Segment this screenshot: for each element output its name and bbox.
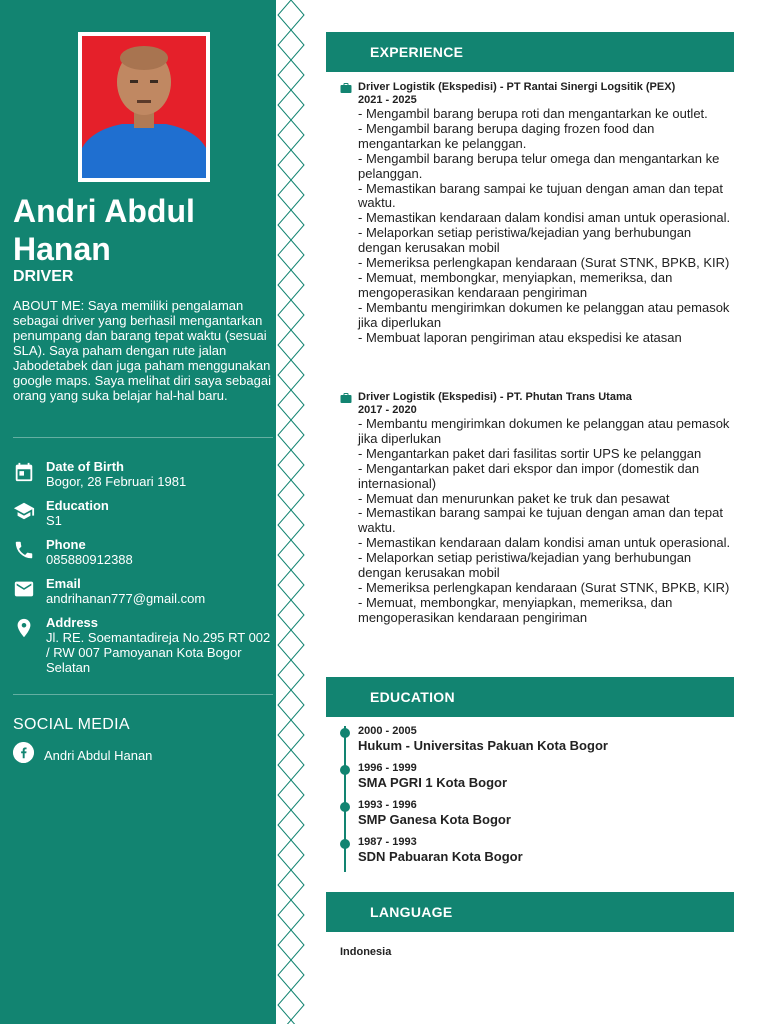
- briefcase-icon: [340, 392, 352, 403]
- education-school: SDN Pabuaran Kota Bogor: [358, 849, 523, 864]
- diamond-shape: [278, 0, 304, 30]
- job-title-text: Driver Logistik (Ekspedisi) - PT Rantai Sinergi Logsitik (PEX): [358, 81, 676, 93]
- diamond-shape: [278, 720, 304, 750]
- education-years: 2000 - 2005: [358, 725, 417, 737]
- decorative-diamond-band: [276, 0, 306, 1024]
- about-me: ABOUT ME: Saya memiliki pengalaman sebagai driver yang berhasil mengantarkan penumpang dan barang tepat waktu (sesuai SLA). Saya paham dengan rute jalan Jabodetabek dan juga paham menggunakan google maps. Saya melihat diri saya sebagai orang yang suka belajar hal-hal baru.: [13, 298, 271, 403]
- diamond-shape: [278, 690, 304, 720]
- duty-item: - Melaporkan setiap peristiwa/kejadian yang berhubungan dengan kerusakan mobil: [358, 225, 692, 256]
- info-value: S1: [46, 513, 62, 528]
- job-entry: [340, 81, 735, 346]
- profile-photo: [78, 32, 210, 182]
- info-label: Phone: [46, 537, 86, 552]
- section-title: LANGUAGE: [370, 904, 453, 920]
- job-role: DRIVER: [13, 268, 74, 285]
- diamond-shape: [278, 300, 304, 330]
- info-label: Date of Birth: [46, 459, 124, 474]
- portrait-image: [82, 36, 206, 178]
- info-value: Bogor, 28 Februari 1981: [46, 474, 187, 489]
- calendar-icon: [13, 461, 35, 483]
- diamond-shape: [278, 810, 304, 840]
- diamond-shape: [278, 270, 304, 300]
- job-years: 2017 - 2020: [358, 404, 417, 416]
- diamond-shape: [278, 1020, 304, 1024]
- info-date-of-birth: [13, 459, 273, 489]
- duty-item: - Memastikan kendaraan dalam kondisi aman untuk operasional.: [358, 535, 731, 551]
- diamond-shape: [278, 840, 304, 870]
- education-item: [340, 725, 608, 754]
- diamond-shape: [278, 360, 304, 390]
- diamond-shape: [278, 240, 304, 270]
- diamond-shape: [278, 540, 304, 570]
- sidebar: [0, 0, 276, 1024]
- job-years: 2021 - 2025: [358, 94, 417, 106]
- education-item: [340, 762, 507, 791]
- job-title: [340, 81, 735, 94]
- diamond-shape: [278, 600, 304, 630]
- info-value: andrihanan777@gmail.com: [46, 591, 206, 606]
- diamond-shape: [278, 930, 304, 960]
- education-item: [340, 799, 511, 828]
- diamond-shape: [278, 30, 304, 60]
- language-header: [326, 892, 734, 932]
- duty-item: - Memastikan kendaraan dalam kondisi aman untuk operasional.: [358, 210, 731, 226]
- duty-item: - Membuat laporan pengiriman atau ekspedisi ke atasan: [358, 329, 682, 345]
- diamond-shape: [278, 570, 304, 600]
- timeline-dot: [340, 765, 350, 775]
- education-item: [340, 836, 523, 865]
- diamond-shape: [278, 150, 304, 180]
- diamond-shape: [278, 480, 304, 510]
- duty-item: - Memuat, membongkar, menyiapkan, memeriksa, dan mengoperasikan kendaraan pengiriman: [358, 594, 673, 625]
- education-years: 1993 - 1996: [358, 799, 417, 811]
- diamond-shape: [278, 330, 304, 360]
- info-label: Email: [46, 576, 81, 591]
- experience-header: [326, 32, 734, 72]
- language-item: Indonesia: [340, 946, 392, 958]
- graduation-cap-icon: [13, 500, 35, 522]
- diamond-shape: [278, 120, 304, 150]
- sidebar-divider: [13, 694, 273, 695]
- diamond-shape: [278, 780, 304, 810]
- duty-item: - Mengantarkan paket dari fasilitas sortir UPS ke pelanggan: [358, 445, 702, 461]
- diamond-shape: [278, 900, 304, 930]
- diamond-shape: [278, 390, 304, 420]
- duty-item: - Mengambil barang berupa roti dan mengantarkan ke outlet.: [358, 106, 708, 121]
- info-email: [13, 576, 273, 606]
- duty-item: - Memeriksa perlengkapan kendaraan (Surat STNK, BPKB, KIR): [358, 255, 730, 271]
- diamond-shape: [278, 420, 304, 450]
- sidebar-divider: [13, 437, 273, 438]
- diamond-shape: [278, 660, 304, 690]
- duty-item: - Melaporkan setiap peristiwa/kejadian yang berhubungan dengan kerusakan mobil: [358, 550, 692, 581]
- diamond-shape: [278, 630, 304, 660]
- duty-item: - Memastikan barang sampai ke tujuan dengan aman dan tepat waktu.: [358, 505, 723, 536]
- diamond-shape: [278, 180, 304, 210]
- job-title: [340, 391, 735, 404]
- diamond-shape: [278, 990, 304, 1020]
- candidate-name: Andri Abdul Hanan: [13, 193, 195, 267]
- social-media-heading: SOCIAL MEDIA: [13, 716, 130, 733]
- diamond-shape: [278, 960, 304, 990]
- phone-icon: [13, 539, 35, 561]
- duty-item: - Membantu mengirimkan dokumen ke pelanggan atau pemasok jika diperlukan: [358, 299, 730, 330]
- info-phone: [13, 537, 273, 567]
- job-duties: [340, 417, 735, 626]
- diamond-shape: [278, 450, 304, 480]
- info-education: [13, 498, 273, 528]
- diamond-shape: [278, 60, 304, 90]
- education-years: 1996 - 1999: [358, 762, 417, 774]
- duty-item: - Memeriksa perlengkapan kendaraan (Surat STNK, BPKB, KIR): [358, 579, 730, 595]
- facebook-icon: [13, 742, 34, 763]
- timeline-dot: [340, 802, 350, 812]
- info-label: Education: [46, 498, 109, 513]
- location-pin-icon: [13, 617, 35, 639]
- briefcase-icon: [340, 82, 352, 93]
- duty-item: - Memastikan barang sampai ke tujuan dengan aman dan tepat waktu.: [358, 180, 723, 211]
- education-school: Hukum - Universitas Pakuan Kota Bogor: [358, 738, 608, 753]
- job-duties: [340, 107, 735, 346]
- diamond-shape: [278, 750, 304, 780]
- section-title: EDUCATION: [370, 689, 455, 705]
- timeline-dot: [340, 728, 350, 738]
- education-header: [326, 677, 734, 717]
- diamond-shape: [278, 90, 304, 120]
- duty-item: - Membantu mengirimkan dokumen ke pelanggan atau pemasok jika diperlukan: [358, 416, 730, 446]
- education-school: SMA PGRI 1 Kota Bogor: [358, 775, 508, 790]
- info-value: 085880912388: [46, 552, 133, 567]
- duty-item: - Mengambil barang berupa daging frozen food dan mengantarkan ke pelanggan.: [358, 120, 655, 151]
- info-address: [13, 615, 273, 675]
- duty-item: - Memuat, membongkar, menyiapkan, memeriksa, dan mengoperasikan kendaraan pengiriman: [358, 269, 673, 300]
- duty-item: - Mengambil barang berupa telur omega dan mengantarkan ke pelanggan.: [358, 150, 720, 181]
- education-school: SMP Ganesa Kota Bogor: [358, 812, 511, 827]
- timeline-dot: [340, 839, 350, 849]
- job-title-text: Driver Logistik (Ekspedisi) - PT. Phutan Trans Utama: [358, 391, 632, 403]
- duty-item: - Mengantarkan paket dari ekspor dan impor (domestik dan internasional): [358, 460, 700, 491]
- education-years: 1987 - 1993: [358, 836, 417, 848]
- job-entry: [340, 391, 735, 626]
- info-label: Address: [46, 615, 99, 630]
- facebook-name: Andri Abdul Hanan: [44, 748, 153, 763]
- diamond-shape: [278, 510, 304, 540]
- diamond-shape: [278, 210, 304, 240]
- email-icon: [13, 578, 35, 600]
- info-value: Jl. RE. Soemantadireja No.295 RT 002 / RW 007 Pamoyanan Kota Bogor Selatan: [46, 630, 271, 675]
- duty-item: - Memuat dan menurunkan paket ke truk dan pesawat: [358, 490, 670, 506]
- diamond-shape: [278, 870, 304, 900]
- section-title: EXPERIENCE: [370, 44, 464, 60]
- education-timeline: [340, 722, 735, 872]
